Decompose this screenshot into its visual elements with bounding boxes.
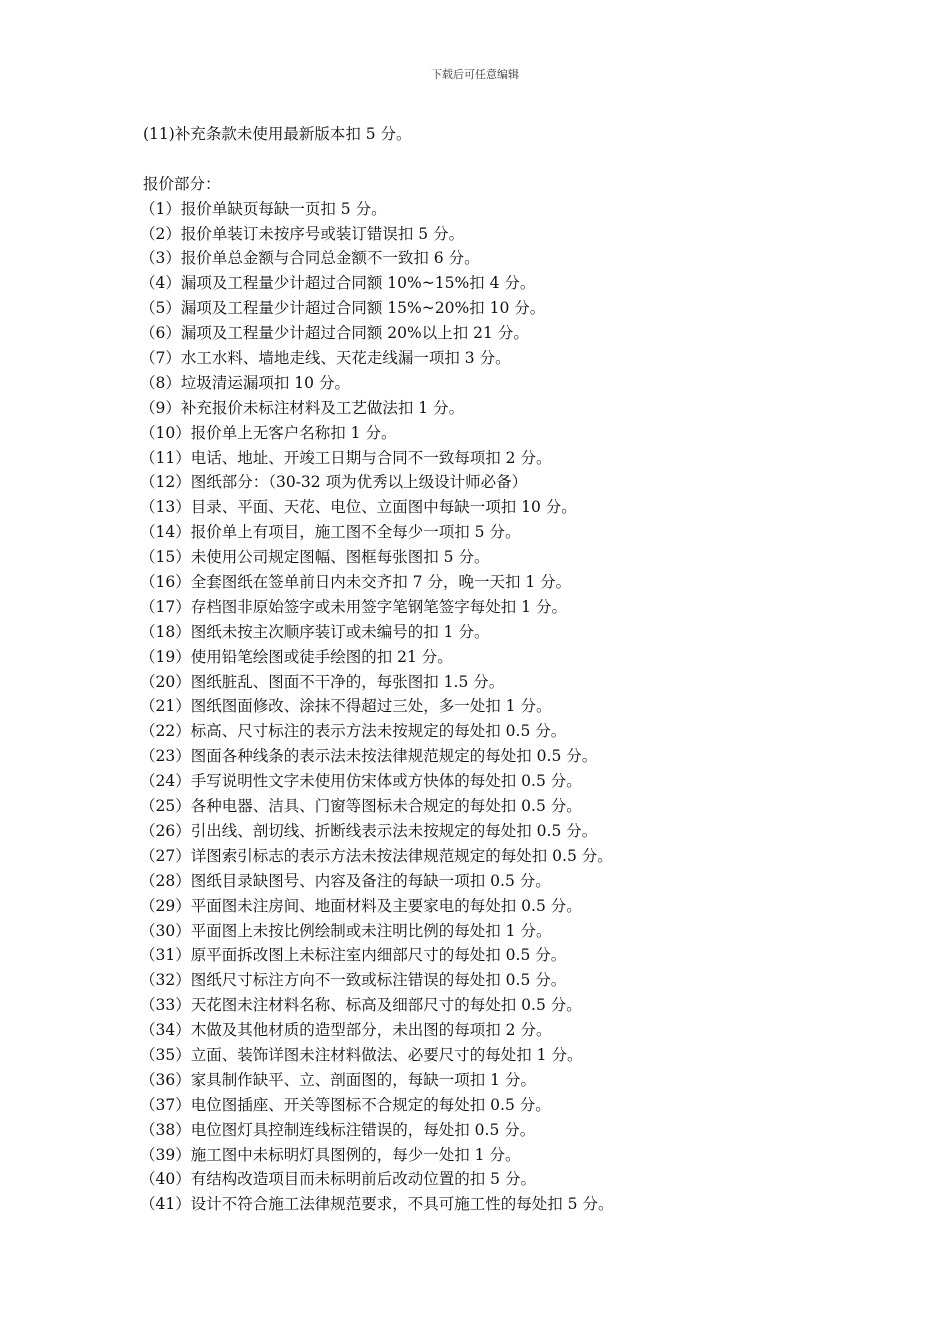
list-item: （19）使用铅笔绘图或徒手绘图的扣 21 分。 bbox=[140, 647, 453, 666]
list-item: （16）全套图纸在签单前日内未交齐扣 7 分，晚一天扣 1 分。 bbox=[140, 573, 572, 592]
list-item: （1）报价单缺页每缺一页扣 5 分。 bbox=[140, 199, 387, 218]
list-item: （9）补充报价未标注材料及工艺做法扣 1 分。 bbox=[140, 398, 465, 417]
list-item: （26）引出线、剖切线、折断线表示法未按规定的每处扣 0.5 分。 bbox=[140, 821, 598, 840]
blank-line bbox=[143, 147, 923, 172]
page-header: 下载后可任意编辑 bbox=[431, 68, 519, 81]
list-item: （32）图纸尺寸标注方向不一致或标注错误的每处扣 0.5 分。 bbox=[140, 971, 567, 990]
list-item: （3）报价单总金额与合同总金额不一致扣 6 分。 bbox=[140, 249, 480, 268]
list-item: （14）报价单上有项目，施工图不全每少一项扣 5 分。 bbox=[140, 523, 521, 542]
list-item: （15）未使用公司规定图幅、图框每张图扣 5 分。 bbox=[140, 548, 490, 567]
list-item: （6）漏项及工程量少计超过合同额 20%以上扣 21 分。 bbox=[140, 324, 529, 343]
list-item: （37）电位图插座、开关等图标不合规定的每处扣 0.5 分。 bbox=[140, 1095, 551, 1114]
list-item: （18）图纸未按主次顺序装订或未编号的扣 1 分。 bbox=[140, 622, 490, 641]
list-item: （21）图纸图面修改、涂抹不得超过三处，多一处扣 1 分。 bbox=[140, 697, 552, 716]
list-item: （28）图纸目录缺图号、内容及备注的每缺一项扣 0.5 分。 bbox=[140, 871, 551, 890]
list-item: （38）电位图灯具控制连线标注错误的，每处扣 0.5 分。 bbox=[140, 1120, 536, 1139]
list-item: （33）天花图未注材料名称、标高及细部尺寸的每处扣 0.5 分。 bbox=[140, 996, 582, 1015]
list-item: （17）存档图非原始签字或未用签字笔钢笔签字每处扣 1 分。 bbox=[140, 597, 567, 616]
list-item: （30）平面图上未按比例绘制或未注明比例的每处扣 1 分。 bbox=[140, 921, 552, 940]
list-item: （5）漏项及工程量少计超过合同额 15%~20%扣 10 分。 bbox=[140, 299, 546, 318]
document-body bbox=[140, 122, 923, 1217]
section-title: 报价部分： bbox=[143, 174, 221, 193]
list-item: （36）家具制作缺平、立、剖面图的，每缺一项扣 1 分。 bbox=[140, 1070, 536, 1089]
list-item: （40）有结构改造项目而未标明前后改动位置的扣 5 分。 bbox=[140, 1170, 536, 1189]
list-item: （4）漏项及工程量少计超过合同额 10%~15%扣 4 分。 bbox=[140, 274, 536, 293]
list-item: （12）图纸部分：（30-32 项为优秀以上级设计师必备） bbox=[140, 473, 528, 492]
list-item: （35）立面、装饰详图未注材料做法、必要尺寸的每处扣 1 分。 bbox=[140, 1045, 583, 1064]
list-item: （10）报价单上无客户名称扣 1 分。 bbox=[140, 423, 397, 442]
deduction-list bbox=[140, 197, 923, 1218]
list-item: （29）平面图未注房间、地面材料及主要家电的每处扣 0.5 分。 bbox=[140, 896, 582, 915]
list-item: （20）图纸脏乱、图面不干净的，每张图扣 1.5 分。 bbox=[140, 672, 505, 691]
list-item: （13）目录、平面、天花、电位、立面图中每缺一项扣 10 分。 bbox=[140, 498, 577, 517]
list-item: （22）标高、尺寸标注的表示方法未按规定的每处扣 0.5 分。 bbox=[140, 722, 567, 741]
list-item: （41）设计不符合施工法律规范要求，不具可施工性的每处扣 5 分。 bbox=[140, 1195, 614, 1214]
list-item: （2）报价单装订未按序号或装订错误扣 5 分。 bbox=[140, 224, 465, 243]
intro-line: (11)补充条款未使用最新版本扣 5 分。 bbox=[143, 125, 412, 143]
list-item: （39）施工图中未标明灯具图例的，每少一处扣 1 分。 bbox=[140, 1145, 521, 1164]
list-item: （27）详图索引标志的表示方法未按法律规范规定的每处扣 0.5 分。 bbox=[140, 846, 613, 865]
list-item: （11）电话、地址、开竣工日期与合同不一致每项扣 2 分。 bbox=[140, 448, 552, 467]
list-item: （23）图面各种线条的表示法未按法律规范规定的每处扣 0.5 分。 bbox=[140, 747, 598, 766]
list-item: （34）木做及其他材质的造型部分，未出图的每项扣 2 分。 bbox=[140, 1021, 552, 1040]
list-item: （25）各种电器、洁具、门窗等图标未合规定的每处扣 0.5 分。 bbox=[140, 797, 582, 816]
list-item: （31）原平面拆改图上未标注室内细部尺寸的每处扣 0.5 分。 bbox=[140, 946, 567, 965]
list-item: （24）手写说明性文字未使用仿宋体或方快体的每处扣 0.5 分。 bbox=[140, 772, 582, 791]
list-item: （8）垃圾清运漏项扣 10 分。 bbox=[140, 373, 350, 392]
list-item: （7）水工水料、墙地走线、天花走线漏一项扣 3 分。 bbox=[140, 349, 511, 368]
